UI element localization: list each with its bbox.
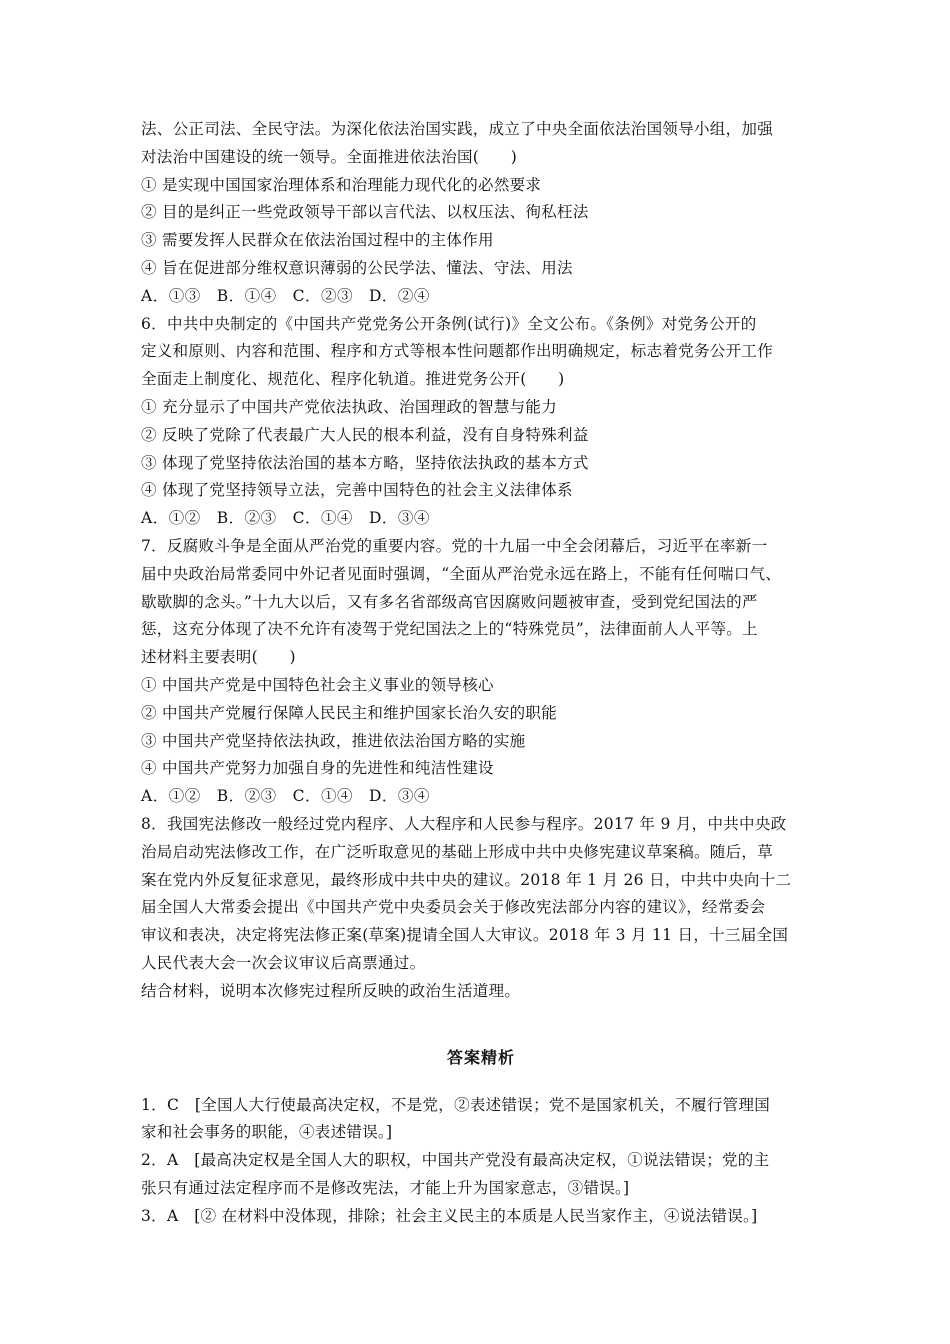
statement-item: ④ 体现了党坚持领导立法，完善中国特色的社会主义法律体系 <box>141 481 573 500</box>
statement-item: ② 目的是纠正一些党政领导干部以言代法、以权压法、徇私枉法 <box>141 203 589 222</box>
question-stem-line: 人民代表大会一次会议审议后高票通过。 <box>141 953 426 972</box>
statement-item: ① 是实现中国国家治理体系和治理能力现代化的必然要求 <box>141 175 542 194</box>
question-7 <box>141 533 821 811</box>
statement-item: ③ 需要发挥人民群众在依法治国过程中的主体作用 <box>141 231 494 250</box>
question-stem-line: 治局启动宪法修改工作，在广泛听取意见的基础上形成中共中央修宪建议草案稿。随后，草 <box>141 842 774 861</box>
question-stem-line: 6．中共中央制定的《中国共产党党务公开条例(试行)》全文公布。《条例》对党务公开的 <box>141 314 757 333</box>
question-stem-line: 全面走上制度化、规范化、程序化轨道。推进党务公开( ) <box>141 370 565 389</box>
question-stem-line: 对法治中国建设的统一领导。全面推进依法治国( ) <box>141 147 518 166</box>
statement-item: ② 反映了党除了代表最广大人民的根本利益，没有自身特殊利益 <box>141 425 589 444</box>
answer-options: A．①② B．②③ C．①④ D．③④ <box>141 787 430 806</box>
question-stem-line: 届中央政治局常委同中外记者见面时强调，“全面从严治党永远在路上，不能有任何喘口气、 <box>141 564 782 583</box>
question-stem-line: 案在党内外反复征求意见，最终形成中共中央的建议。2018 年 1 月 26 日，中共中央向十二 <box>141 870 792 889</box>
question-stem-line: 惩，这充分体现了决不允许有凌驾于党纪国法之上的“特殊党员”，法律面前人人平等。上 <box>141 620 758 639</box>
statement-item: ① 中国共产党是中国特色社会主义事业的领导核心 <box>141 675 494 694</box>
document-page <box>141 116 821 1230</box>
answer-line: 3．A [② 在材料中没体现，排除；社会主义民主的本质是人民当家作主，④说法错误。] <box>141 1206 758 1225</box>
statement-item: ④ 旨在促进部分维权意识薄弱的公民学法、懂法、守法、用法 <box>141 258 573 277</box>
answers-heading: 答案精析 <box>446 1047 515 1067</box>
statement-item: ③ 中国共产党坚持依法执政，推进依法治国方略的实施 <box>141 731 526 750</box>
question-stem-line: 审议和表决，决定将宪法修正案(草案)提请全国人大审议。2018 年 3 月 11 日，十三届全国 <box>141 926 789 945</box>
question-stem-line: 述材料主要表明( ) <box>141 648 296 667</box>
question-8 <box>141 811 821 1006</box>
question-stem-line: 7．反腐败斗争是全面从严治党的重要内容。党的十九届一中全会闭幕后，习近平在率新一 <box>141 536 768 555</box>
statement-item: ③ 体现了党坚持依法治国的基本方略，坚持依法执政的基本方式 <box>141 453 589 472</box>
question-prompt: 结合材料，说明本次修宪过程所反映的政治生活道理。 <box>141 981 521 1000</box>
answer-options: A．①② B．②③ C．①④ D．③④ <box>141 509 430 528</box>
statement-item: ① 充分显示了中国共产党依法执政、治国理政的智慧与能力 <box>141 397 558 416</box>
question-5 <box>141 116 821 311</box>
statement-item: ② 中国共产党履行保障人民民主和维护国家长治久安的职能 <box>141 703 558 722</box>
answer-line: 2．A [最高决定权是全国人大的职权，中国共产党没有最高决定权，①说法错误；党的主 <box>141 1151 770 1170</box>
answer-options: A．①③ B．①④ C．②③ D．②④ <box>141 286 430 305</box>
question-stem-line: 届全国人大常委会提出《中国共产党中央委员会关于修改宪法部分内容的建议》，经常委会 <box>141 898 766 917</box>
answer-line: 1．C [全国人大行使最高决定权，不是党，②表述错误；党不是国家机关，不履行管理国 <box>141 1095 771 1114</box>
question-stem-line: 8．我国宪法修改一般经过党内程序、人大程序和人民参与程序。2017 年 9 月，中共中央政 <box>141 814 787 833</box>
question-stem-line: 歇歇脚的念头。”十九大以后，又有多名省部级高官因腐败问题被审查，受到党纪国法的严 <box>141 592 758 611</box>
answer-line: 家和社会事务的职能，④表述错误。] <box>141 1123 393 1142</box>
answer-line: 张只有通过法定程序而不是修改宪法，才能上升为国家意志，③错误。] <box>141 1178 630 1197</box>
question-stem-line: 定义和原则、内容和范围、程序和方式等根本性问题都作出明确规定，标志着党务公开工作 <box>141 342 774 361</box>
answers-section <box>141 1092 821 1231</box>
question-6 <box>141 311 821 533</box>
statement-item: ④ 中国共产党努力加强自身的先进性和纯洁性建设 <box>141 759 494 778</box>
question-stem-line: 法、公正司法、全民守法。为深化依法治国实践，成立了中央全面依法治国领导小组，加强 <box>141 120 774 138</box>
